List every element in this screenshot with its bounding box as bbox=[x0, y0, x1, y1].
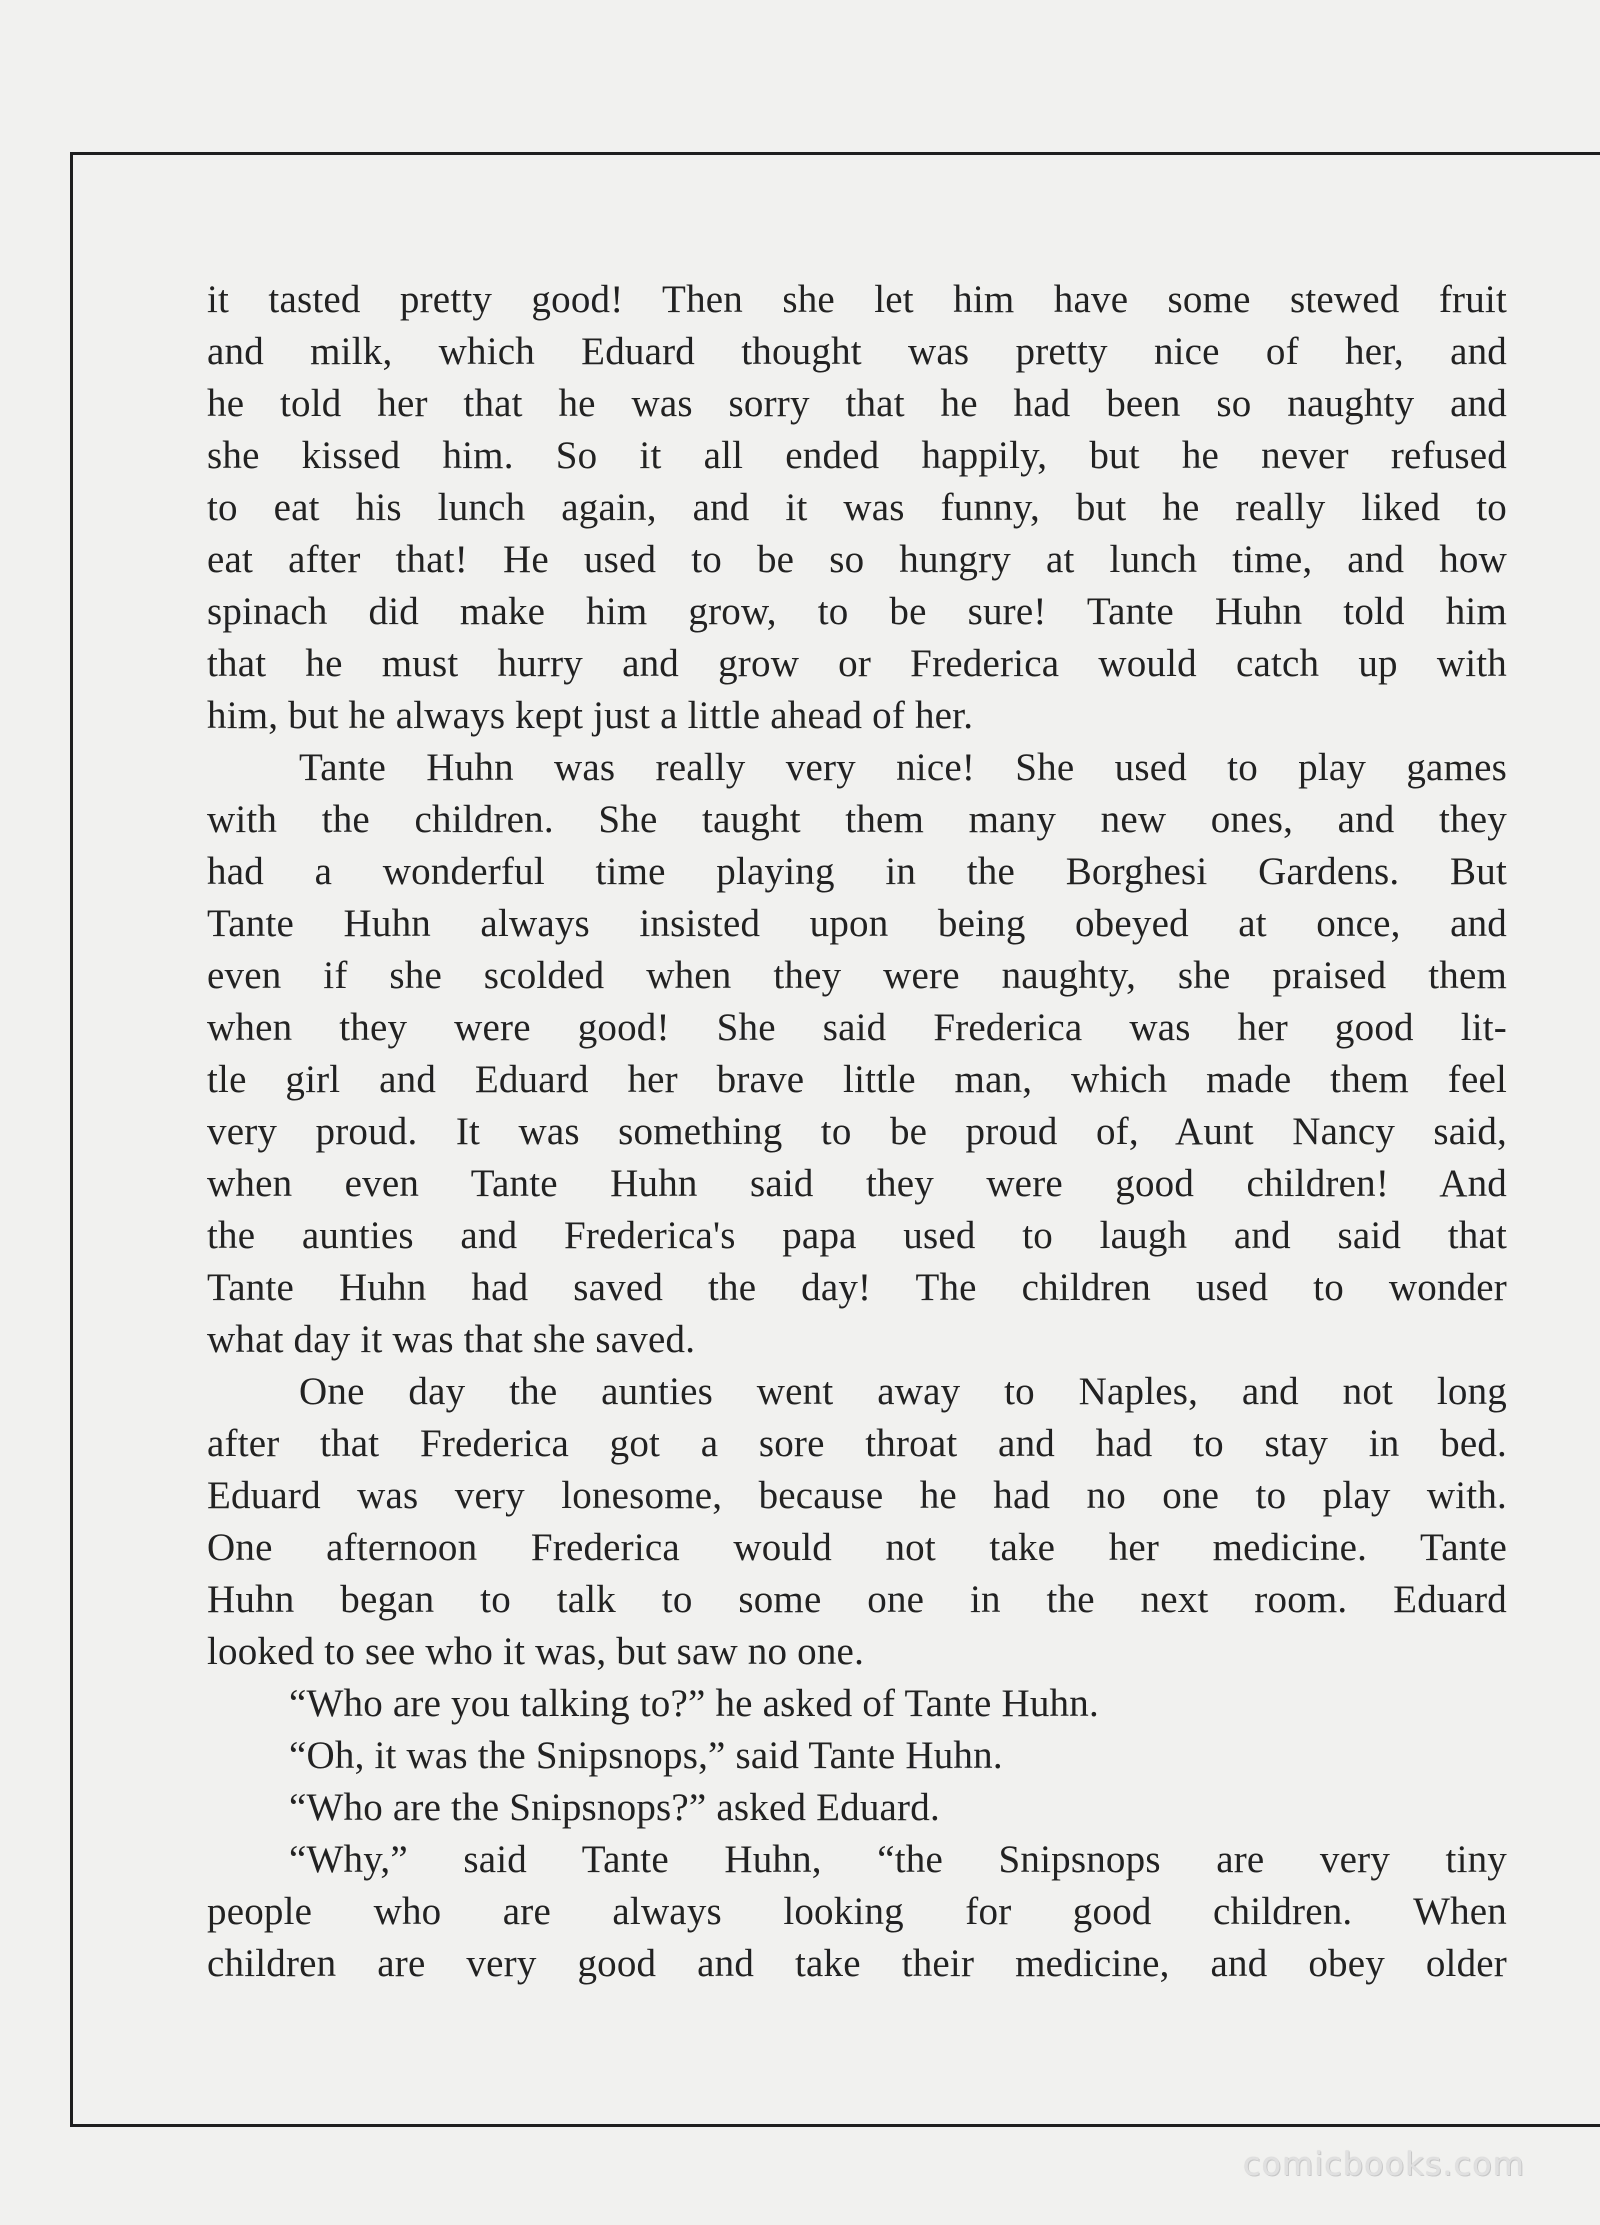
text-line: Tante Huhn had saved the day! The children used to wonder bbox=[207, 1266, 1507, 1309]
text-line: with the children. She taught them many new ones, and they bbox=[207, 798, 1507, 841]
text-line: Tante Huhn always insisted upon being obeyed at once, and bbox=[207, 902, 1507, 945]
watermark: comicbooks.com bbox=[1242, 2145, 1525, 2183]
text-line: when they were good! She said Frederica was her good lit- bbox=[207, 1006, 1507, 1049]
text-line: “Who are the Snipsnops?” asked Eduard. bbox=[289, 1786, 940, 1829]
text-line: very proud. It was something to be proud of, Aunt Nancy said, bbox=[207, 1110, 1507, 1153]
text-line: Huhn began to talk to some one in the next room. Eduard bbox=[207, 1578, 1507, 1621]
text-line: spinach did make him grow, to be sure! Tante Huhn told him bbox=[207, 590, 1507, 633]
text-line: tle girl and Eduard her brave little man, which made them feel bbox=[207, 1058, 1507, 1101]
text-line: it tasted pretty good! Then she let him have some stewed fruit bbox=[207, 278, 1507, 321]
story-text-block bbox=[207, 274, 1507, 1990]
text-line: after that Frederica got a sore throat and had to stay in bed. bbox=[207, 1422, 1507, 1465]
text-line: children are very good and take their medicine, and obey older bbox=[207, 1942, 1507, 1985]
text-line: had a wonderful time playing in the Borghesi Gardens. But bbox=[207, 850, 1507, 893]
text-line: One day the aunties went away to Naples, and not long bbox=[299, 1370, 1507, 1413]
text-line: he told her that he was sorry that he had been so naughty and bbox=[207, 382, 1507, 425]
text-line: the aunties and Frederica's papa used to laugh and said that bbox=[207, 1214, 1507, 1257]
text-line: looked to see who it was, but saw no one. bbox=[207, 1630, 865, 1673]
text-line: Eduard was very lonesome, because he had no one to play with. bbox=[207, 1474, 1507, 1517]
text-line: “Oh, it was the Snipsnops,” said Tante Huhn. bbox=[289, 1734, 1003, 1777]
text-line: people who are always looking for good children. When bbox=[207, 1890, 1507, 1933]
text-line: One afternoon Frederica would not take her medicine. Tante bbox=[207, 1526, 1507, 1569]
text-line: when even Tante Huhn said they were good children! And bbox=[207, 1162, 1507, 1205]
text-line: to eat his lunch again, and it was funny, but he really liked to bbox=[207, 486, 1507, 529]
text-line: that he must hurry and grow or Frederica would catch up with bbox=[207, 642, 1507, 685]
text-line: even if she scolded when they were naughty, she praised them bbox=[207, 954, 1507, 997]
text-line: and milk, which Eduard thought was pretty nice of her, and bbox=[207, 330, 1507, 373]
text-line: him, but he always kept just a little ahead of her. bbox=[207, 694, 974, 737]
text-line: “Why,” said Tante Huhn, “the Snipsnops are very tiny bbox=[289, 1838, 1507, 1881]
text-line: what day it was that she saved. bbox=[207, 1318, 696, 1361]
text-line: she kissed him. So it all ended happily, but he never refused bbox=[207, 434, 1507, 477]
text-line: Tante Huhn was really very nice! She used to play games bbox=[299, 746, 1507, 789]
text-line: eat after that! He used to be so hungry at lunch time, and how bbox=[207, 538, 1507, 581]
text-line: “Who are you talking to?” he asked of Tante Huhn. bbox=[289, 1682, 1099, 1725]
